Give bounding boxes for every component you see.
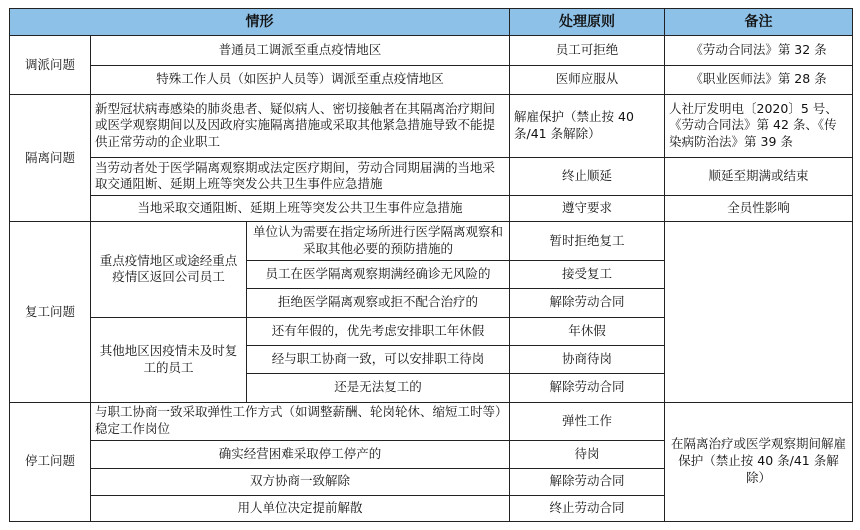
situation-cell: 经与职工协商一致，可以安排职工待岗 [247, 345, 510, 373]
remark-cell: 全员性影响 [665, 196, 853, 222]
category-cell: 停工问题 [10, 402, 91, 522]
situation-cell: 单位认为需要在指定场所进行医学隔离观察和采取其他必要的预防措施的 [247, 222, 510, 260]
principle-cell: 接受复工 [510, 260, 665, 288]
remark-cell-empty [665, 222, 853, 402]
principle-cell: 弹性工作 [510, 402, 665, 440]
header-remark: 备注 [665, 9, 853, 36]
category-cell: 调派问题 [10, 36, 91, 95]
principle-cell: 协商待岗 [510, 345, 665, 373]
principle-cell: 暂时拒绝复工 [510, 222, 665, 260]
principle-cell: 员工可拒绝 [510, 36, 665, 65]
table-row [10, 65, 853, 94]
category-cell: 隔离问题 [10, 94, 91, 221]
table-row [10, 36, 853, 65]
subgroup-cell: 其他地区因疫情未及时复工的员工 [91, 317, 247, 402]
situation-cell: 还有年假的，优先考虑安排职工年休假 [247, 317, 510, 345]
labor-policy-table [9, 8, 853, 522]
table-row [10, 94, 853, 157]
table-row [10, 402, 853, 440]
situation-cell: 确实经营困难采取停工停产的 [91, 440, 510, 468]
remark-cell: 《职业医师法》第 28 条 [665, 65, 853, 94]
header-principle: 处理原则 [510, 9, 665, 36]
situation-cell: 普通员工调派至重点疫情地区 [91, 36, 510, 65]
situation-cell: 当劳动者处于医学隔离观察期或法定医疗期间，劳动合同期届满的当地采取交通阻断、延期上班等突发公共卫生事件应急措施 [91, 157, 510, 195]
remark-cell: 在隔离治疗或医学观察期间解雇保护（禁止按 40 条/41 条解除） [665, 402, 853, 522]
situation-cell: 新型冠状病毒感染的肺炎患者、疑似病人、密切接触者在其隔离治疗期间或医学观察期间以及因政府实施隔离措施或采取其他紧急措施导致不能提供正常劳动的企业职工 [91, 94, 510, 157]
situation-cell: 双方协商一致解除 [91, 469, 510, 495]
category-cell: 复工问题 [10, 222, 91, 402]
header-situation: 情形 [10, 9, 510, 36]
principle-cell: 解除劳动合同 [510, 374, 665, 402]
remark-cell: 《劳动合同法》第 32 条 [665, 36, 853, 65]
remark-cell: 人社厅发明电〔2020〕5 号、《劳动合同法》第 42 条、《传染病防治法》第 39 条 [665, 94, 853, 157]
subgroup-cell: 重点疫情地区或途经重点疫情区返回公司员工 [91, 222, 247, 317]
principle-cell: 年休假 [510, 317, 665, 345]
principle-cell: 遵守要求 [510, 196, 665, 222]
header-row [10, 9, 853, 36]
situation-cell: 特殊工作人员（如医护人员等）调派至重点疫情地区 [91, 65, 510, 94]
principle-cell: 待岗 [510, 440, 665, 468]
principle-cell: 解除劳动合同 [510, 469, 665, 495]
remark-cell: 顺延至期满或结束 [665, 157, 853, 195]
situation-cell: 拒绝医学隔离观察或拒不配合治疗的 [247, 289, 510, 317]
principle-cell: 解除劳动合同 [510, 289, 665, 317]
situation-cell: 员工在医学隔离观察期满经确诊无风险的 [247, 260, 510, 288]
situation-cell: 与职工协商一致采取弹性工作方式（如调整薪酬、轮岗轮休、缩短工时等）稳定工作岗位 [91, 402, 510, 440]
situation-cell: 用人单位决定提前解散 [91, 495, 510, 521]
table-row [10, 196, 853, 222]
principle-cell: 终止顺延 [510, 157, 665, 195]
table-row [10, 222, 853, 260]
table-row [10, 157, 853, 195]
principle-cell: 终止劳动合同 [510, 495, 665, 521]
principle-cell: 医师应服从 [510, 65, 665, 94]
situation-cell: 还是无法复工的 [247, 374, 510, 402]
situation-cell: 当地采取交通阻断、延期上班等突发公共卫生事件应急措施 [91, 196, 510, 222]
principle-cell: 解雇保护（禁止按 40 条/41 条解除） [510, 94, 665, 157]
